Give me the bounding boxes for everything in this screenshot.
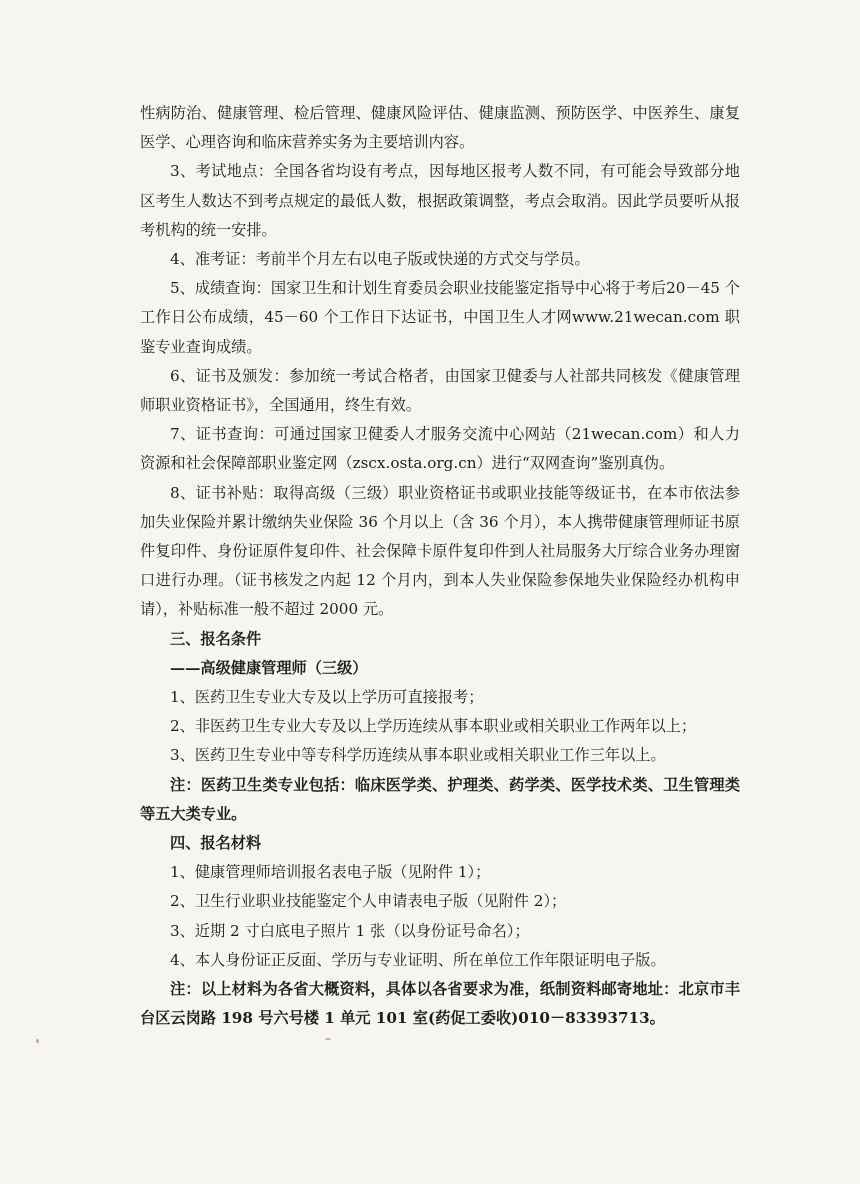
material-item-2: 2、卫生行业职业技能鉴定个人申请表电子版（见附件 2）； [170,892,567,911]
material-item-3: 3、近期 2 寸白底电子照片 1 张（以身份证号命名）； [170,921,530,940]
paragraph-exam-location: 3、考试地点：全国各省均设有考点，因每地区报考人数不同，有可能会导致部分地区考生人数达不到考点规定的最低人数，根据政策调整，考点会取消。因此学员要听从报考机构的统一安排。 [140,162,740,239]
paragraph-admission-ticket: 4、准考证：考前半个月左右以电子版或快递的方式交与学员。 [170,250,590,269]
requirement-item-1: 1、医药卫生专业大专及以上学历可直接报考； [170,688,484,707]
scan-speck [36,1039,39,1043]
section-heading-materials: 四、报名材料 [170,834,262,853]
paragraph-certificate-query: 7、证书查询：可通过国家卫健委人才服务交流中心网站（21wecan.com）和人力资源和社会保障部职业鉴定网（zscx.osta.org.cn）进行“双网查询”鉴别真伪。 [140,425,740,473]
note-mailing-address: 注：以上材料为各省大概资料，具体以各省要求为准，纸制资料邮寄地址：北京市丰台区云岗路 198 号六号楼 1 单元 101 室(药促工委收)010－83393713。 [140,980,740,1028]
subheading-senior-manager: ——高级健康管理师（三级） [170,658,368,677]
paragraph-score-query: 5、成绩查询：国家卫生和计划生育委员会职业技能鉴定指导中心将于考后20－45 个工作日公布成绩，45－60 个工作日下达证书，中国卫生人才网www.21wecan.com 职鉴专业查询成绩。 [140,279,740,356]
scan-speck [325,1038,331,1040]
note-major-categories: 注：医药卫生类专业包括：临床医学类、护理类、药学类、医学技术类、卫生管理类等五大类专业。 [140,775,740,823]
document-body [140,99,740,1034]
requirement-item-2: 2、非医药卫生专业大专及以上学历连续从事本职业或相关职业工作两年以上； [170,717,697,736]
requirement-item-3: 3、医药卫生专业中等专科学历连续从事本职业或相关职业工作三年以上。 [170,746,666,765]
material-item-1: 1、健康管理师培训报名表电子版（见附件 1）； [170,863,491,882]
paragraph-certificate-issue: 6、证书及颁发：参加统一考试合格者，由国家卫健委与人社部共同核发《健康管理师职业资格证书》，全国通用，终生有效。 [140,366,740,415]
paragraph-certificate-subsidy: 8、证书补贴：取得高级（三级）职业资格证书或职业技能等级证书，在本市依法参加失业保险并累计缴纳失业保险 36 个月以上（含 36 个月），本人携带健康管理师证书原件复印件、身份证原件复印件、社会保障卡原件复印件到人社局服务大厅综合业务办理窗口进行办理。（证书核发之内起 12 个月内，到本人失业保险参保地失业保险经办机构申请），补贴标准一般不超过 2000 元。 [140,483,740,619]
paragraph-training-content: 性病防治、健康管理、检后管理、健康风险评估、健康监测、预防医学、中医养生、康复医学、心理咨询和临床营养实务为主要培训内容。 [140,104,740,152]
material-item-4: 4、本人身份证正反面、学历与专业证明、所在单位工作年限证明电子版。 [170,950,666,969]
section-heading-requirements: 三、报名条件 [170,629,262,648]
